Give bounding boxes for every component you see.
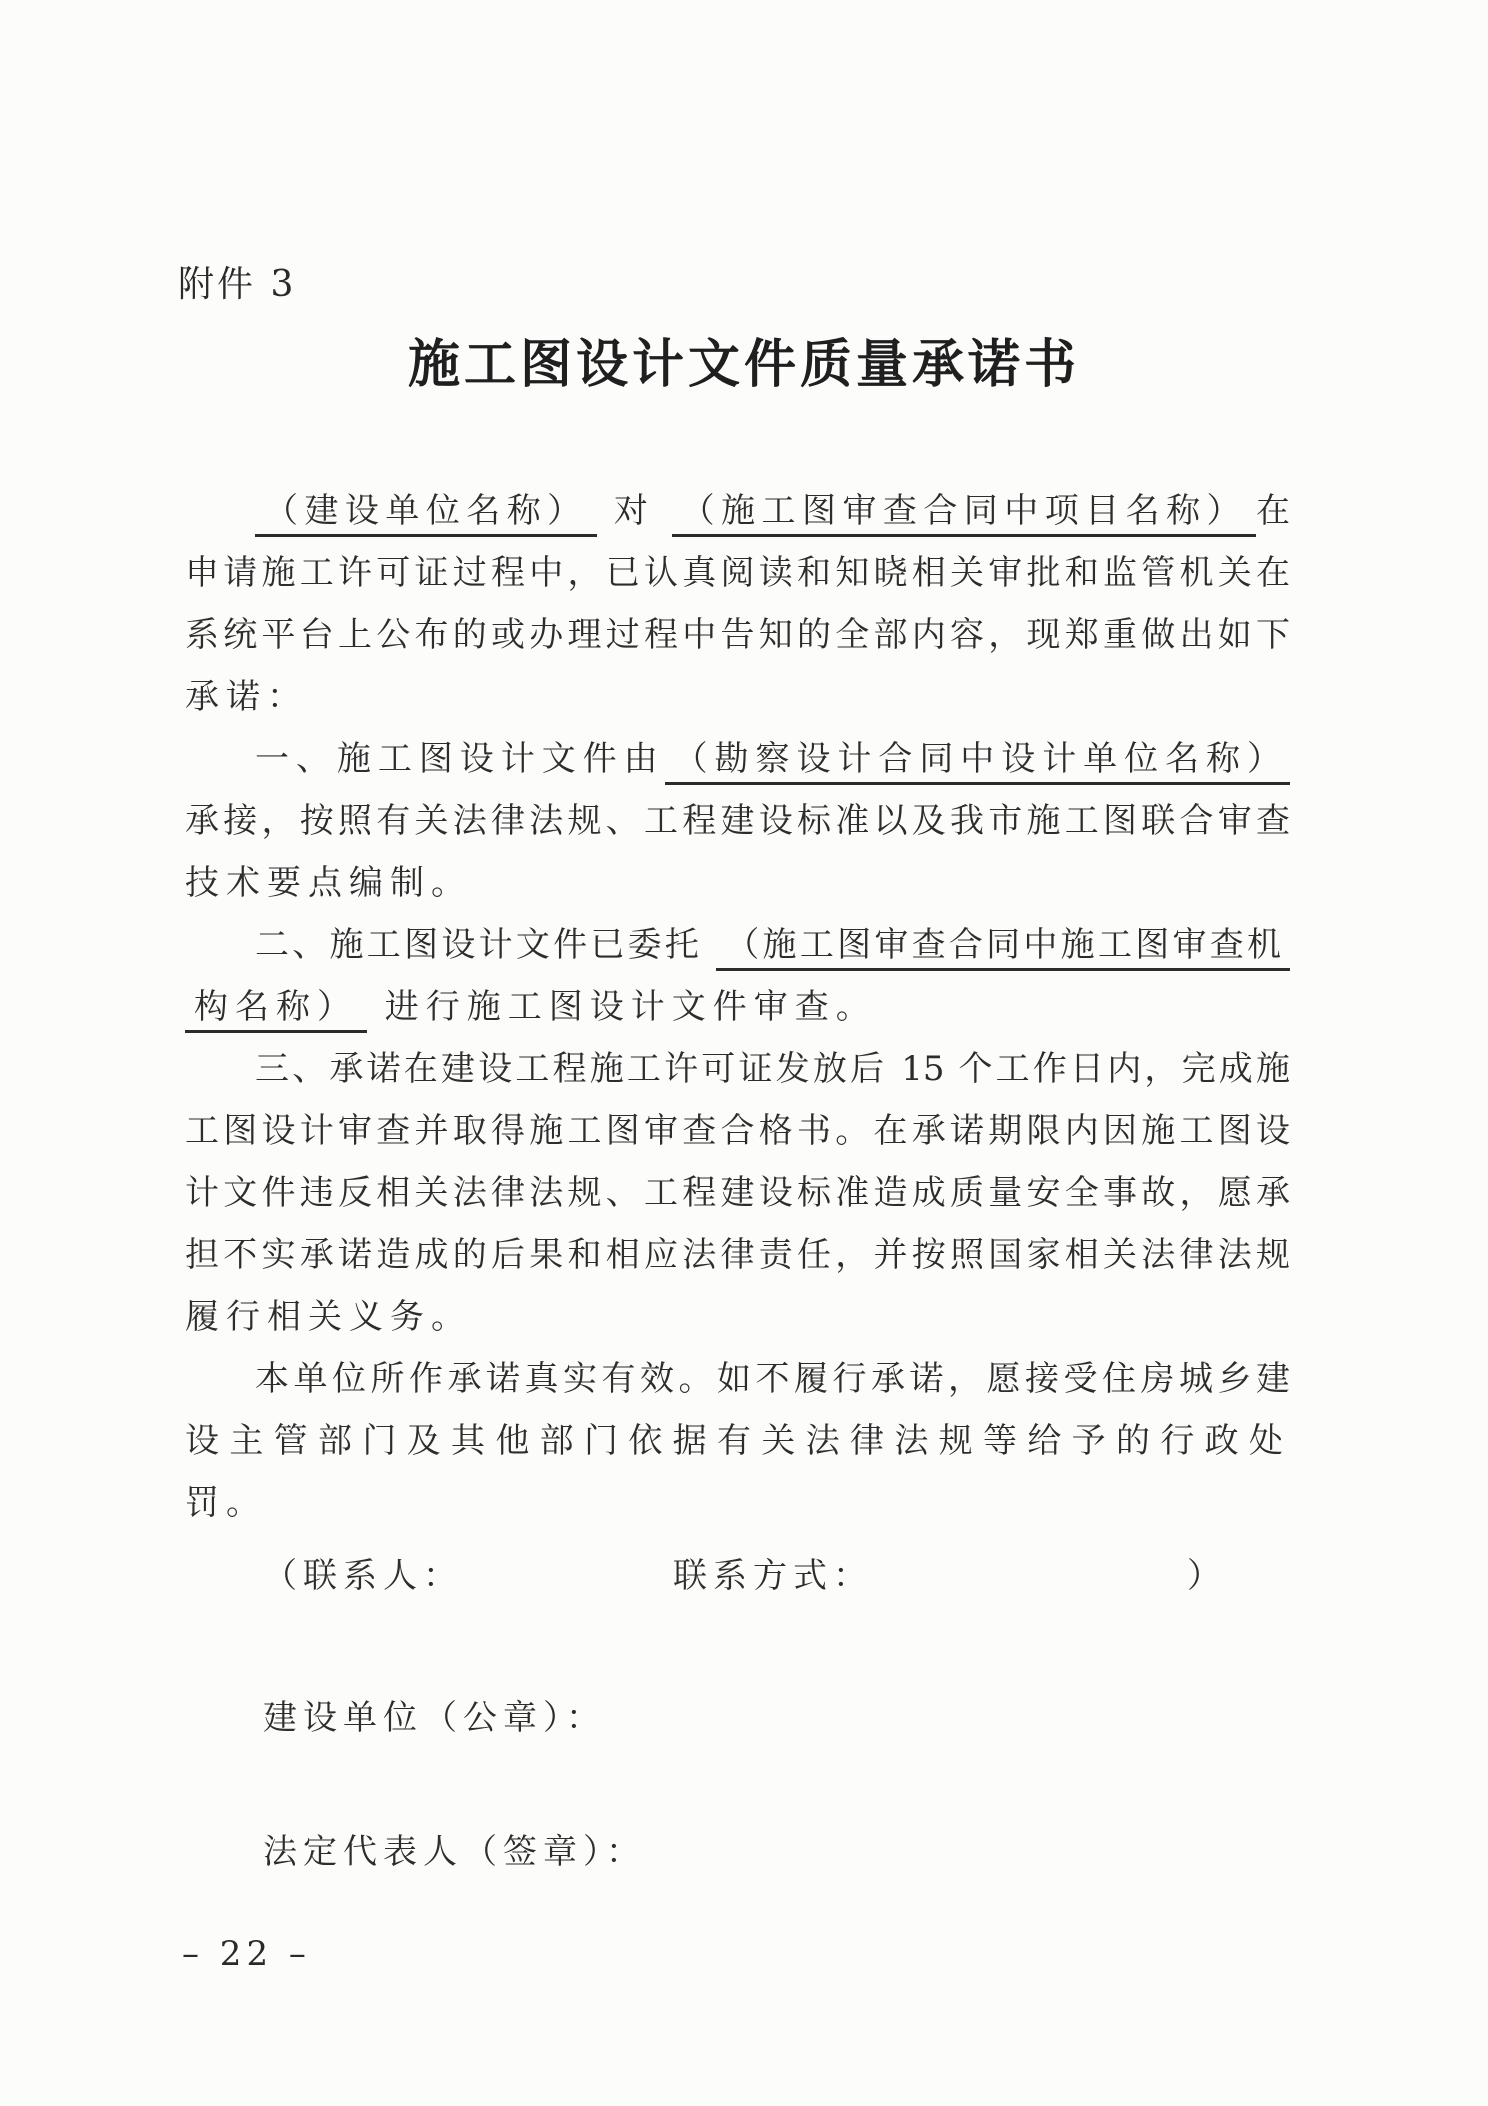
text-run: 对	[596, 491, 672, 531]
attachment-label: 附件 3	[178, 264, 297, 305]
para2-line3	[185, 852, 1290, 914]
para3-line2	[185, 976, 1290, 1038]
fill-in-blank: （勘察设计合同中设计单位名称）	[665, 739, 1290, 785]
text-run: 三、承诺在建设工程施工许可证发放后 15 个工作日内，完成施	[255, 1049, 1290, 1089]
text-run: 承接，按照有关法律法规、工程建设标准以及我市施工图联合审查	[185, 801, 1290, 841]
para2-line2	[185, 790, 1290, 852]
para4-line1	[185, 1038, 1290, 1100]
legal-representative-signature-label: 法定代表人（签章）：	[263, 1832, 646, 1872]
construction-unit-seal-label: 建设单位（公章）：	[263, 1698, 606, 1738]
para4-line4	[185, 1224, 1290, 1286]
contact-person-label: （联系人：	[263, 1556, 463, 1596]
text-run: 担不实承诺造成的后果和相应法律责任，并按照国家相关法律法规	[185, 1235, 1290, 1275]
text-run: 系统平台上公布的或办理过程中告知的全部内容，现郑重做出如下	[185, 615, 1290, 655]
para1-line1	[185, 480, 1290, 542]
page-title: 施工图设计文件质量承诺书	[407, 334, 1080, 395]
text-run: 技术要点编制。	[185, 863, 472, 903]
text-run: 二、施工图设计文件已委托	[255, 925, 717, 965]
contact-method-label: 联系方式：	[673, 1556, 873, 1596]
text-run: 履行相关义务。	[185, 1297, 472, 1337]
fill-in-blank: 构名称）	[185, 987, 367, 1033]
document-body	[185, 480, 1290, 1523]
text-run: 一、施工图设计文件由	[255, 739, 665, 779]
para3-line1	[185, 914, 1290, 976]
fill-in-blank: （施工图审查合同中施工图审查机	[716, 925, 1290, 971]
contact-line	[185, 1548, 1290, 1610]
text-run: 承诺：	[185, 677, 308, 717]
text-run: 工图设计审查并取得施工图审查合格书。在承诺期限内因施工图设	[185, 1111, 1290, 1151]
fill-in-blank: （建设单位名称）	[255, 491, 597, 537]
text-run: 设主管部门及其他部门依据有关法律法规等给予的行政处罚。	[185, 1421, 1290, 1523]
text-run: 申请施工许可证过程中，已认真阅读和知晓相关审批和监管机关在	[185, 553, 1290, 593]
para4-line2	[185, 1100, 1290, 1162]
para4-line3	[185, 1162, 1290, 1224]
text-run: 本单位所作承诺真实有效。如不履行承诺，愿接受住房城乡建	[255, 1359, 1290, 1399]
text-run: 在	[1256, 491, 1290, 531]
para4-line5	[185, 1286, 1290, 1348]
text-run: 计文件违反相关法律法规、工程建设标准造成质量安全事故，愿承	[185, 1173, 1290, 1213]
para2-line1	[185, 728, 1290, 790]
contact-close-paren: ）	[1187, 1556, 1227, 1596]
para5-line1	[185, 1348, 1290, 1410]
para1-line2	[185, 542, 1290, 604]
fill-in-blank: （施工图审查合同中项目名称）	[672, 491, 1256, 537]
para5-line2	[185, 1410, 1290, 1523]
text-run: 进行施工图设计文件审查。	[367, 987, 877, 1027]
page-number: – 22 –	[182, 1934, 311, 1974]
para1-line4	[185, 666, 1290, 728]
para1-line3	[185, 604, 1290, 666]
